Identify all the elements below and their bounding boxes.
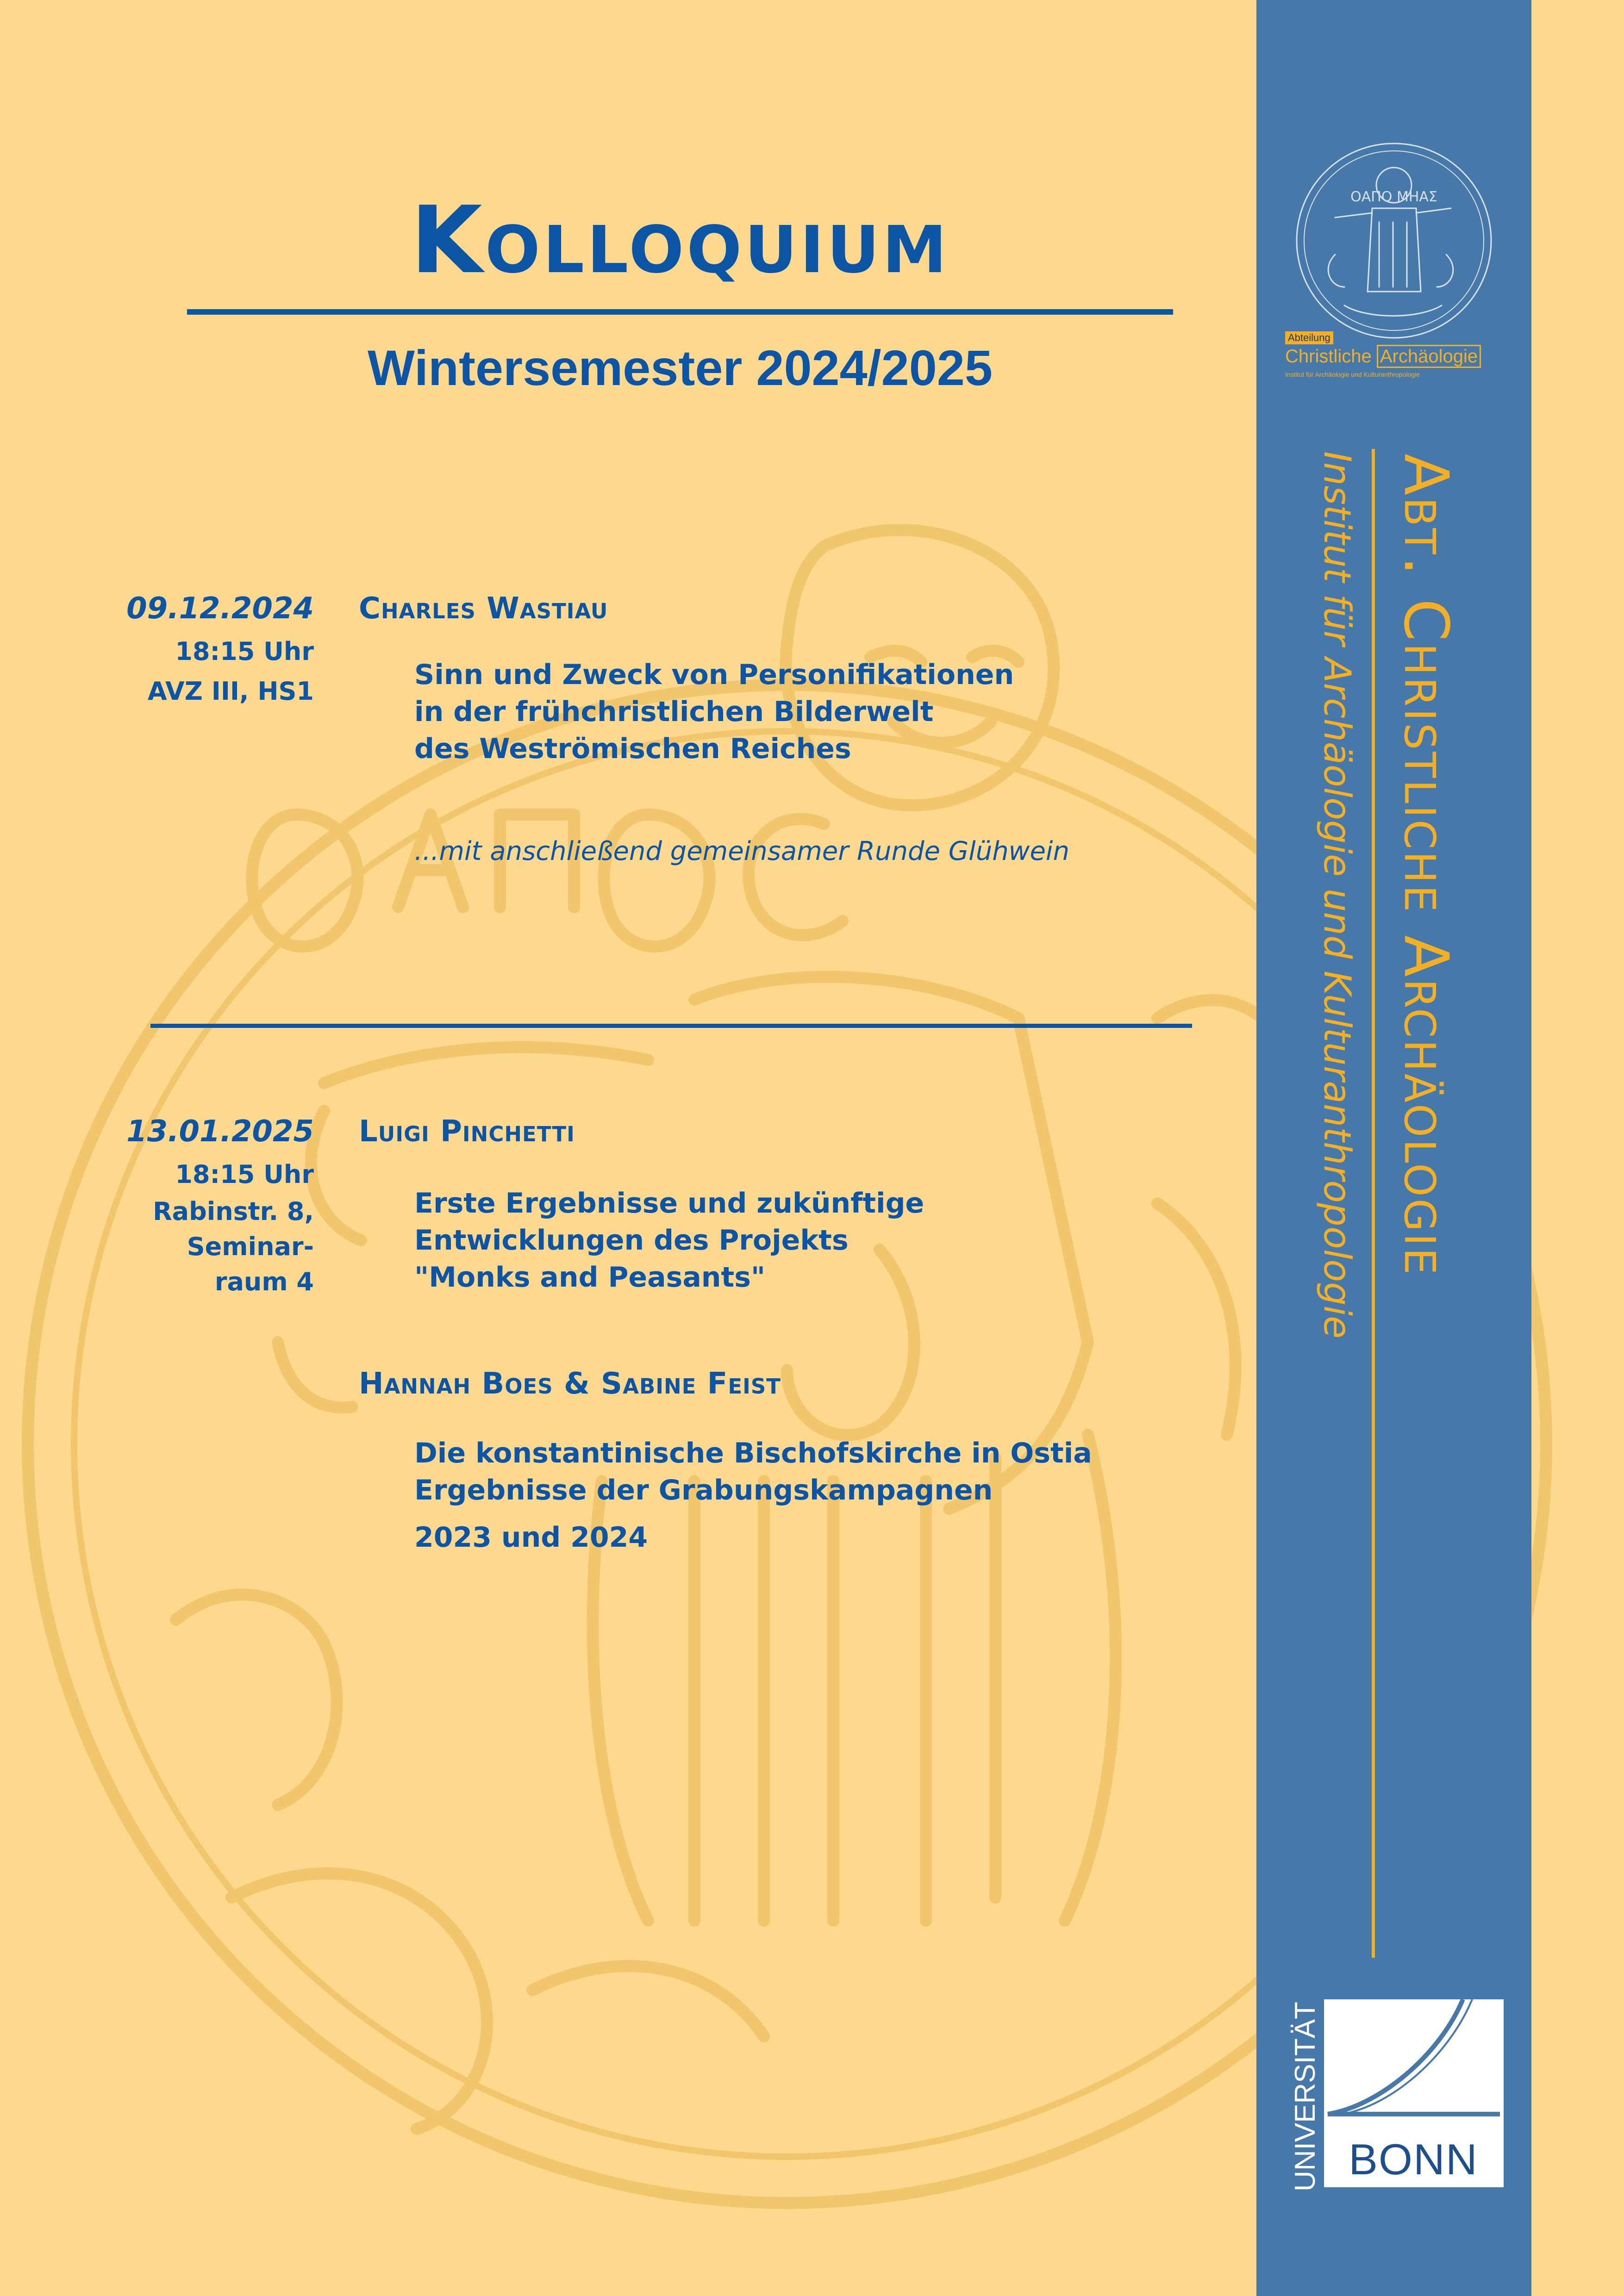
event-2-speaker-1: Luigi Pinchetti [359,1114,575,1149]
talk-title-line: "Monks and Peasants" [414,1261,766,1294]
university-label: UNIVERSITÄT [1289,2002,1321,2191]
seal-subtitle: Institut für Archäologie und Kulturanthropologie [1285,371,1420,378]
location-line: raum 4 [214,1267,314,1296]
talk-title-line: Die konstantinische Bischofskirche in Ostia [414,1437,1092,1469]
location-line: Rabinstr. 8, [153,1197,314,1226]
event-1-time: 18:15 Uhr [175,637,314,666]
seal-tag-boxed: Archäologie [1377,345,1481,368]
seal-tag-abteilung: Abteilung [1285,331,1333,344]
event-2-meta [126,1111,314,1300]
page-title: Kolloquium [410,187,950,294]
seal-inscription: ΟΑΠΟ ΜΗΑΣ [1350,189,1437,205]
semester-subtitle: Wintersemester 2024/2025 [368,340,993,396]
university-name: BONN [1349,2135,1478,2184]
seal-tag [1285,345,1481,367]
event-2-talk-1-title [414,1185,924,1296]
talk-title-line: Sinn und Zweck von Personifikationen [414,659,1014,691]
title-divider [187,309,1173,315]
talk-title-line: 2023 und 2024 [414,1521,648,1554]
event-1-talk-title [414,656,1014,767]
sidebar-title: Abt. Christliche Archäologie [1390,454,1462,1277]
sidebar-subtitle: Institut für Archäologie und Kulturanthropologie [1316,451,1359,1339]
event-2-location [126,1194,314,1300]
event-1-meta [126,588,314,709]
talk-title-line: in der frühchristlichen Bilderwelt [414,696,934,728]
event-divider [150,1024,1192,1028]
event-1-note: ...mit anschließend gemeinsamer Runde Glühwein [414,836,1069,866]
talk-title-line: Ergebnisse der Grabungskampagnen [414,1474,993,1506]
event-2-date: 13.01.2025 [126,1114,314,1149]
sidebar-rule [1372,449,1375,1958]
talk-title-line: Entwicklungen des Projekts [414,1224,849,1257]
event-2-speaker-2: Hannah Boes & Sabine Feist [359,1367,781,1401]
location-line: Seminar- [187,1232,314,1261]
talk-title-line: des Weströmischen Reiches [414,733,851,765]
event-1-location: AVZ III, HS1 [147,677,314,706]
event-1-speaker: Charles Wastiau [359,591,608,626]
seal-tag-prefix: Christliche [1285,346,1372,367]
event-2-talk-2-title [414,1435,1092,1556]
talk-title-line: Erste Ergebnisse und zukünftige [414,1187,924,1220]
event-1-date: 09.12.2024 [126,591,314,626]
event-2-time: 18:15 Uhr [175,1160,314,1189]
